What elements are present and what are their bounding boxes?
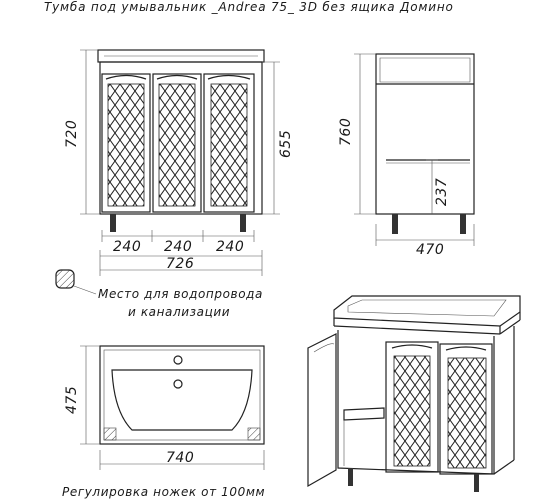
side-view xyxy=(338,54,474,258)
basin-outline xyxy=(112,370,252,430)
faucet-hole xyxy=(174,356,182,364)
lattice-panel-left xyxy=(108,84,144,206)
front-view xyxy=(64,50,294,276)
lattice-panel-3d-a xyxy=(394,356,430,466)
side-depth: 470 xyxy=(416,242,445,258)
plumbing-legend xyxy=(56,270,263,319)
top-width: 740 xyxy=(166,450,195,466)
door-width-1: 240 xyxy=(113,239,142,255)
perspective-view xyxy=(308,296,520,492)
plumbing-note-line1: Место для водопровода xyxy=(98,287,264,301)
side-height-total: 760 xyxy=(338,117,354,146)
drain-hole xyxy=(174,380,182,388)
leg-front-left xyxy=(110,214,116,232)
shelf-height: 237 xyxy=(434,177,450,206)
leg-side-front xyxy=(392,214,398,234)
door-width-2: 240 xyxy=(164,239,193,255)
front-width-total: 726 xyxy=(166,256,195,272)
footer-note: Регулировка ножек от 100мм xyxy=(62,485,266,499)
front-height-door: 655 xyxy=(278,129,294,158)
top-depth: 475 xyxy=(64,385,80,414)
open-door xyxy=(308,334,336,486)
leg-front-right xyxy=(240,214,246,232)
plumbing-note-line2: и канализации xyxy=(128,305,231,319)
plumbing-zone-swatch xyxy=(56,270,74,288)
front-height-total: 720 xyxy=(64,119,80,148)
lattice-panel-right xyxy=(211,84,247,206)
drawing-title: Тумба под умывальник _Andrea 75_ 3D без ящика Домино xyxy=(44,0,454,14)
top-view xyxy=(64,346,264,470)
leg-side-back xyxy=(460,214,466,234)
door-width-3: 240 xyxy=(216,239,245,255)
lattice-panel-middle xyxy=(159,84,195,206)
lattice-panel-3d-b xyxy=(448,358,486,468)
